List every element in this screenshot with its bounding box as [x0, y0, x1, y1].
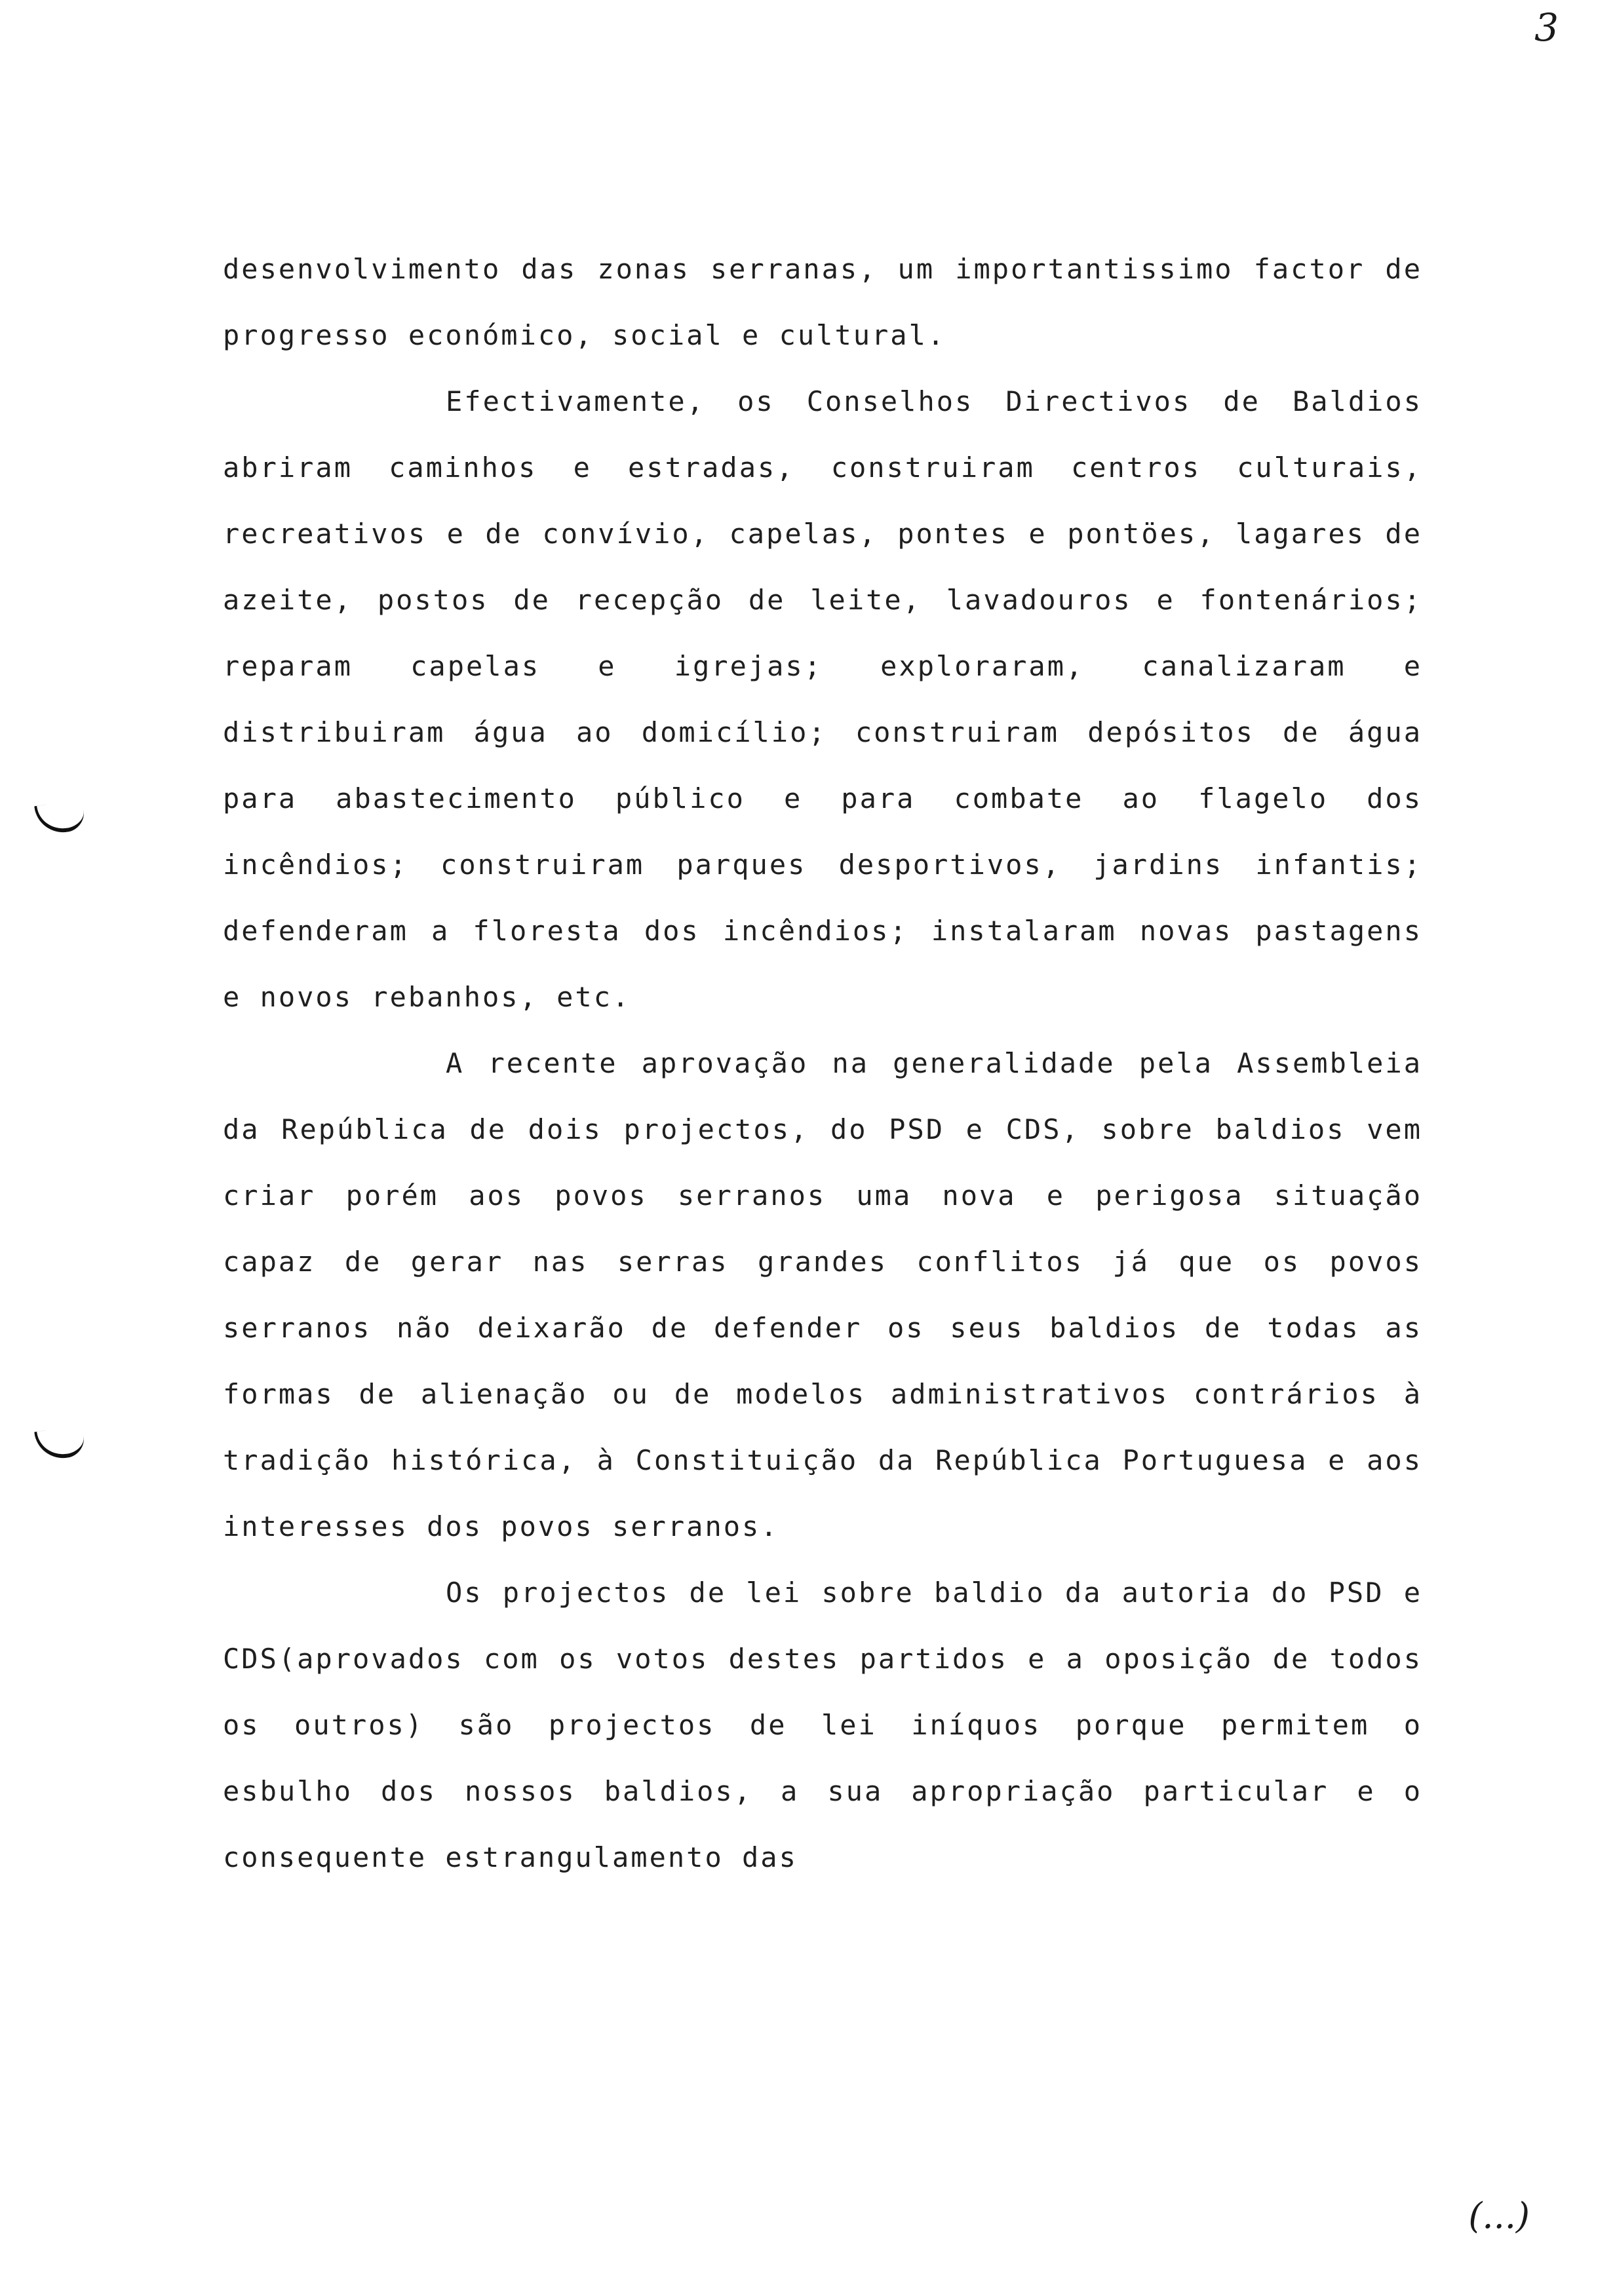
body-text	[223, 236, 1422, 1890]
paragraph: desenvolvimento das zonas serranas, um importantissimo factor de progresso económico, social e cultural.	[223, 253, 1422, 351]
binder-punch-mark	[34, 1425, 87, 1462]
paragraph: Efectivamente, os Conselhos Directivos de Baldios abriram caminhos e estradas, construiram centros culturais, recreativos e de convívio, capelas, pontes e pontöes, lagares de azeite, postos de recepção de leite, lavadouros e fontenários; reparam capelas e igrejas; exploraram, canalizaram e distribuiram água ao domicílio; construiram depósitos de água para abastecimento público e para combate ao flagelo dos incêndios; construiram parques desportivos, jardins infantis; defenderam a floresta dos incêndios; instalaram novas pastagens e novos rebanhos, etc.	[223, 385, 1422, 1013]
binder-punch-mark	[34, 799, 87, 836]
continuation-mark: (...)	[1468, 2195, 1530, 2236]
paragraph: Os projectos de lei sobre baldio da autoria do PSD e CDS(aprovados com os votos destes partidos e a oposição de todos os outros) são projectos de lei iníquos porque permitem o esbulho dos nossos baldios, a sua apropriação particular e o consequente estrangulamento das	[223, 1577, 1422, 1873]
paragraph: A recente aprovação na generalidade pela Assembleia da República de dois projectos, do PSD e CDS, sobre baldios vem criar porém aos povos serranos uma nova e perigosa situação capaz de gerar nas serras grandes conflitos já que os povos serranos não deixarão de defender os seus baldios de todas as formas de alienação ou de modelos administrativos contrários à tradição histórica, à Constituição da República Portuguesa e aos interesses dos povos serranos.	[223, 1047, 1422, 1542]
page-number: 3	[1534, 5, 1559, 50]
